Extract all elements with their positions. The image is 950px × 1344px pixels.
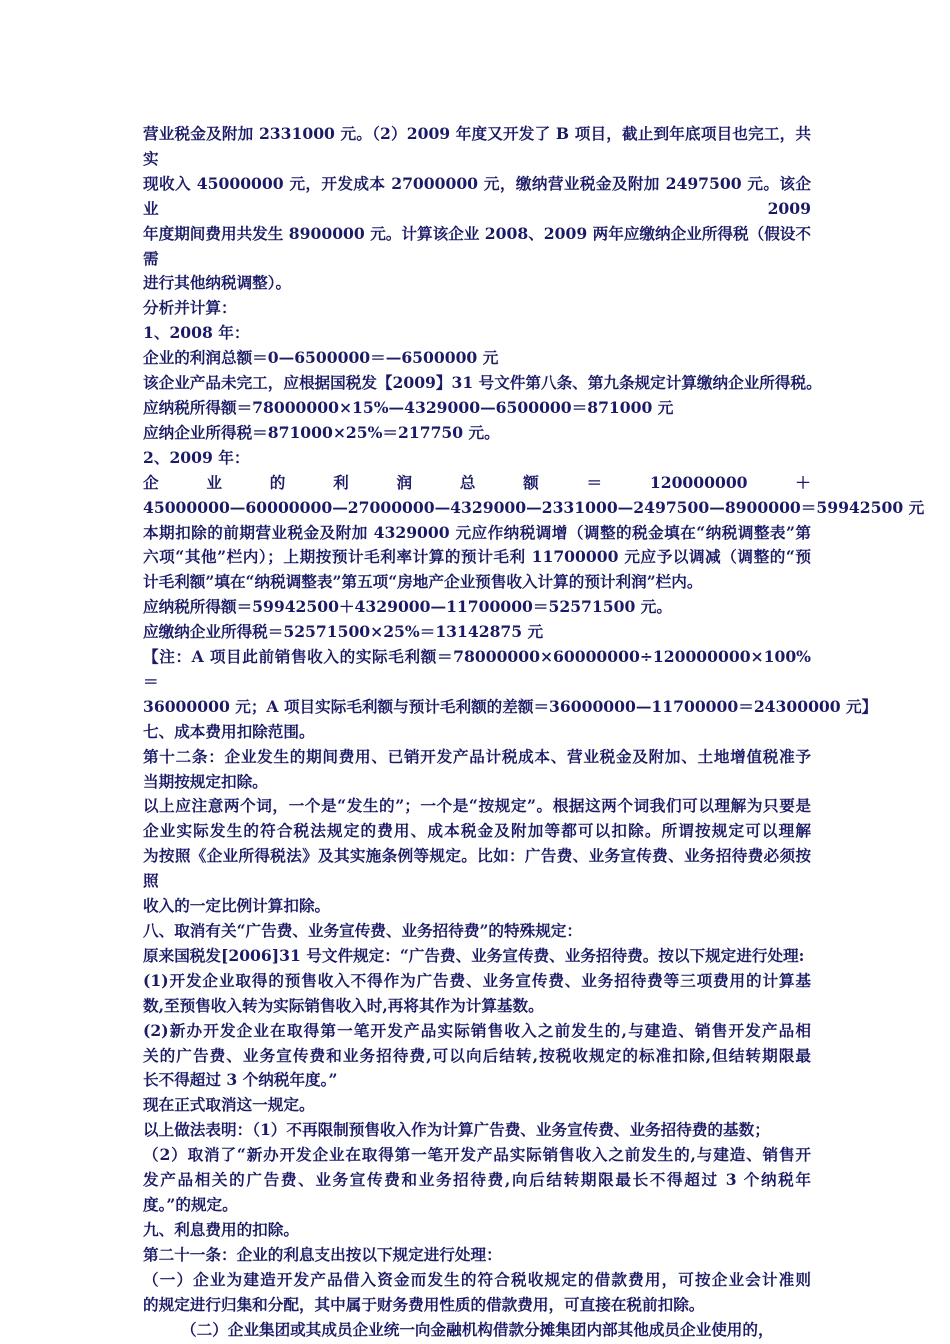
text-line: 为按照《企业所得税法》及其实施条例等规定。比如：广告费、业务宣传费、业务招待费必须按照	[143, 846, 811, 891]
text-line: 45000000—60000000—27000000—4329000—2331000—2497500—8900000＝59942500 元	[143, 497, 925, 517]
text-line: 第二十一条：企业的利息支出按以下规定进行处理：	[143, 1244, 502, 1264]
formula-token: 企	[143, 472, 159, 492]
text-line: 六项“其他”栏内）；上期按预计毛利率计算的预计毛利 11700000 元应予以调减（调整的“预	[143, 547, 811, 567]
formula-token: 利	[333, 472, 349, 492]
text-line: 发产品相关的广告费、业务宣传费和业务招待费,向后结转期限最长不得超过 3 个纳税年	[143, 1170, 811, 1190]
note-line: 【注：A 项目此前销售收入的实际毛利额＝78000000×60000000÷120000000×100%＝	[143, 647, 811, 691]
text-line: 现收入 45000000 元，开发成本 27000000 元，缴纳营业税金及附加 2497500 元。该企业 2009	[143, 173, 811, 218]
text-line: 本期扣除的前期营业税金及附加 4329000 元应作纳税调增（调整的税金填在“纳税调整表”第	[143, 522, 811, 542]
section-label: 分析并计算：	[143, 298, 237, 318]
text-line: 该企业产品未完工，应根据国税发【2009】31 号文件第八条、第九条规定计算缴纳企业所得税。	[143, 373, 822, 393]
document-page	[143, 122, 925, 1342]
text-line: 度。”的规定。	[143, 1194, 238, 1214]
text-line: 企业的利润总额＝0—6500000＝—6500000 元	[143, 348, 499, 368]
year-heading: 1、2008 年：	[143, 323, 250, 343]
section-heading: 九、利息费用的扣除。	[143, 1219, 299, 1239]
text-line: (2)新办开发企业在取得第一笔开发产品实际销售收入之前发生的,与建造、销售开发产品相	[143, 1020, 811, 1040]
text-line: 应纳税所得额＝59942500＋4329000—11700000＝52571500 元。	[143, 597, 672, 617]
text-line: 收入的一定比例计算扣除。	[143, 896, 331, 916]
text-line: 计毛利额”填在“纳税调整表”第五项“房地产企业预售收入计算的预计利润”栏内。	[143, 572, 703, 592]
text-line: 现在正式取消这一规定。	[143, 1095, 315, 1115]
text-line: 以上做法表明：（1）不再限制预售收入作为计算广告费、业务宣传费、业务招待费的基数；	[143, 1120, 770, 1140]
note-line: 36000000 元；A 项目实际毛利额与预计毛利额的差额＝36000000—11700000＝24300000 元】	[143, 696, 878, 716]
profit-formula-line	[143, 471, 811, 496]
formula-token: 120000000	[649, 472, 748, 492]
formula-token: ＋	[795, 472, 811, 492]
text-line: （一）企业为建造开发产品借入资金而发生的符合税收规定的借款费用，可按企业会计准则	[143, 1269, 811, 1289]
text-line: 长不得超过 3 个纳税年度。”	[143, 1070, 338, 1090]
text-line: 的规定进行归集和分配，其中属于财务费用性质的借款费用，可直接在税前扣除。	[143, 1294, 705, 1314]
text-line: 年度期间费用共发生 8900000 元。计算该企业 2008、2009 两年应缴纳企业所得税（假设不需	[143, 223, 811, 268]
text-line: 以上应注意两个词，一个是“发生的”；一个是“按规定”。根据这两个词我们可以理解为只要是	[143, 796, 811, 816]
text-line: 第十二条：企业发生的期间费用、已销开发产品计税成本、营业税金及附加、土地增值税准予	[143, 746, 811, 766]
formula-token: 润	[396, 472, 413, 492]
formula-token: 总	[459, 472, 476, 492]
text-line: 原来国税发[2006]31 号文件规定：“广告费、业务宣传费、业务招待费。按以下规定进行处理:	[143, 945, 805, 965]
section-heading: 八、取消有关“广告费、业务宣传费、业务招待费”的特殊规定：	[143, 921, 582, 940]
formula-token: 额	[523, 472, 539, 492]
formula-token: 业	[206, 472, 222, 492]
text-line: 企业实际发生的符合税法规定的费用、成本税金及附加等都可以扣除。所谓按规定可以理解	[143, 821, 811, 841]
formula-token: ＝	[586, 472, 603, 492]
year-heading: 2、2009 年：	[143, 447, 250, 467]
text-line: 营业税金及附加 2331000 元。（2）2009 年度又开发了 B 项目，截止到年底项目也完工，共实	[143, 124, 811, 168]
text-line: （2）取消了“新办开发企业在取得第一笔开发产品实际销售收入之前发生的,与建造、销售开	[143, 1145, 811, 1165]
text-line: (1)开发企业取得的预售收入不得作为广告费、业务宣传费、业务招待费等三项费用的计算基	[143, 970, 811, 990]
formula-token: 的	[269, 472, 286, 492]
text-line: 应纳税所得额＝78000000×15%—4329000—6500000＝871000 元	[143, 397, 674, 417]
text-line: 进行其他纳税调整）。	[143, 273, 292, 293]
text-line: 数,至预售收入转为实际销售收入时,再将其作为计算基数。	[143, 995, 544, 1015]
text-line: 应缴纳企业所得税＝52571500×25%＝13142875 元	[143, 622, 544, 642]
text-line: 关的广告费、业务宣传费和业务招待费,可以向后结转,按税收规定的标准扣除,但结转期限最	[143, 1045, 811, 1065]
section-heading: 七、成本费用扣除范围。	[143, 721, 315, 741]
text-line: （二）企业集团或其成员企业统一向金融机构借款分摊集团内部其他成员企业使用的，	[181, 1319, 774, 1339]
text-line: 应纳企业所得税＝871000×25%＝217750 元。	[143, 422, 500, 442]
text-line: 当期按规定扣除。	[143, 771, 268, 791]
